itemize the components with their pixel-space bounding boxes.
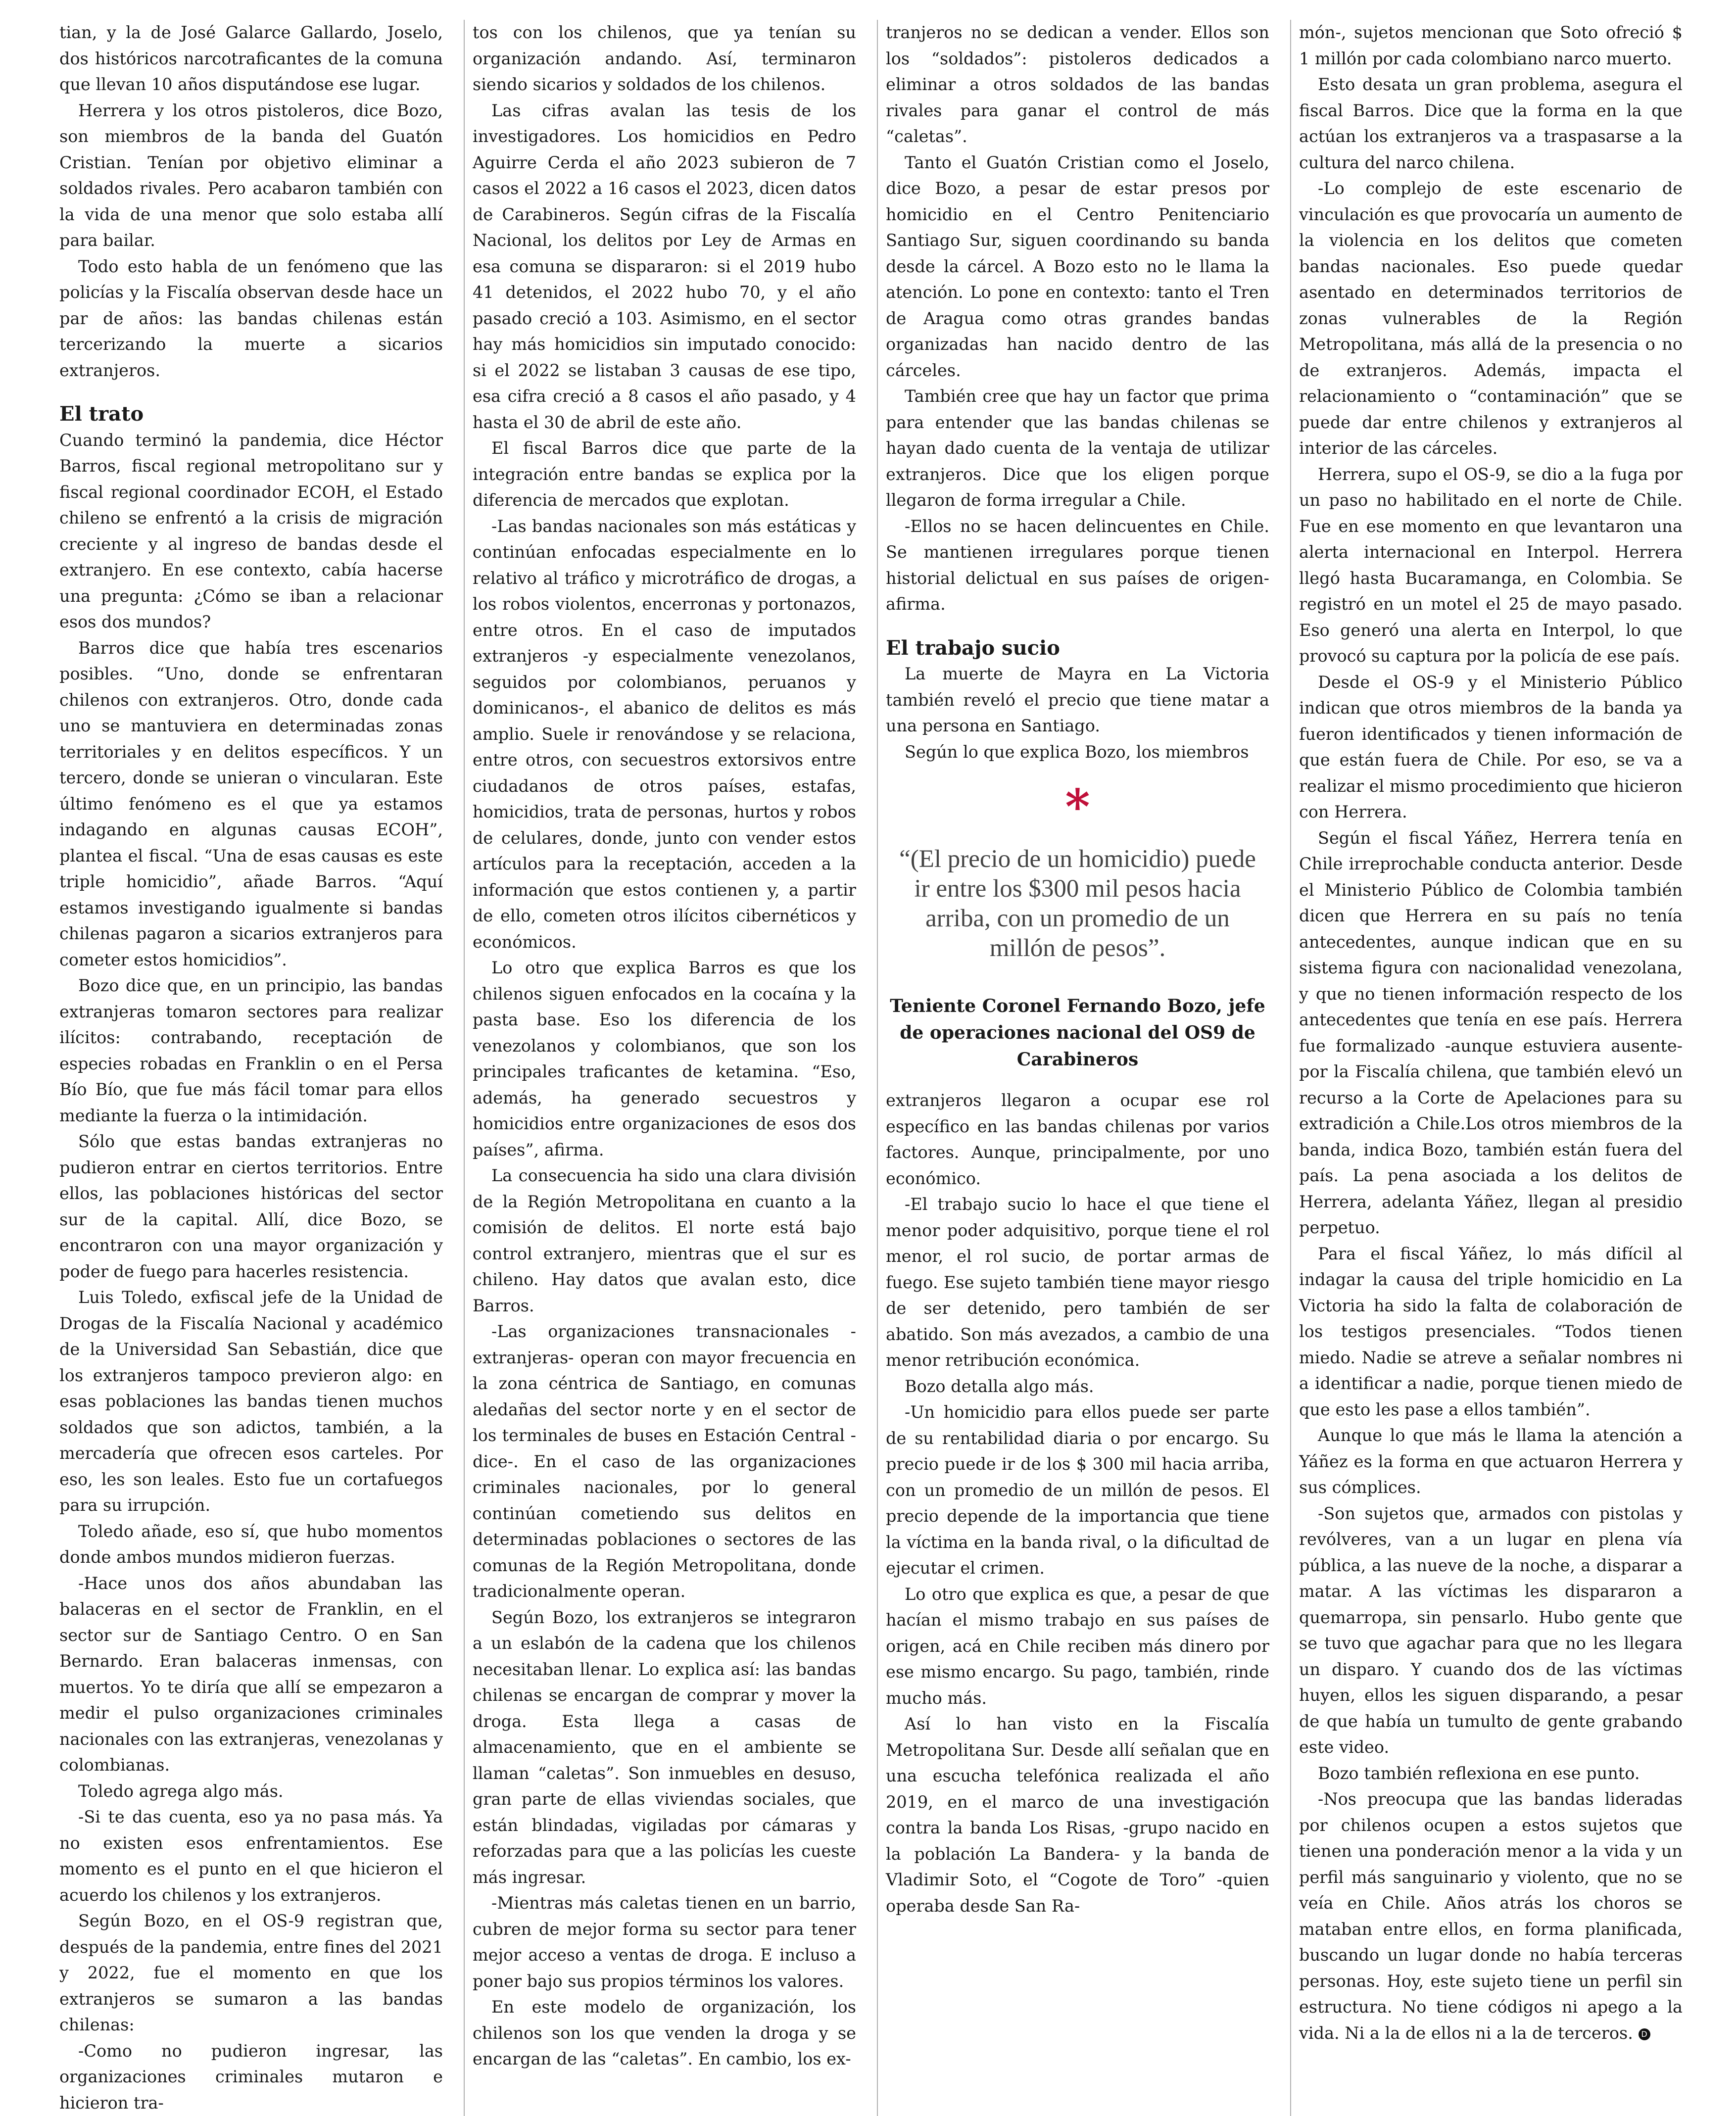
asterisk-icon: * [886, 785, 1269, 829]
paragraph: -El trabajo sucio lo hace el que tiene el menor poder adquisitivo, porque tiene el rol menor, el rol sucio, de portar armas de fuego. Ese sujeto también tiene mayor riesgo de ser detenido, pero también de ser abatido. Son más avezados, a cambio de una menor retribución económica. [886, 1192, 1269, 1374]
paragraph: -Hace unos dos años abundaban las balaceras en el sector de Franklin, en el sector sur de Santiago Centro. O en San Bernardo. Eran balaceras inmensas, con muertos. Yo te diría que allí se empezaron a medir el pulso organizaciones criminales nacionales con las extranjeras, venezolanas y colombianas. [59, 1571, 443, 1779]
paragraph-text: -Nos preocupa que las bandas lideradas por chilenos ocupen a estos sujetos que tienen una ponderación menor a la vida y un perfil más sanguinario y violento, que no se veía en Chile. Años atrás los choros se mataban entre ellos, en forma planificada, buscando un lugar donde no había terceras personas. Hoy, este sujeto tiene un perfil sin estructura. No tiene códigos ni apego a la vida. Ni a la de ellos ni a la de terceros. [1299, 1789, 1683, 2043]
paragraph: extranjeros llegaron a ocupar ese rol específico en las bandas chilenas por varios factores. Aunque, principalmente, por uno económico. [886, 1088, 1269, 1192]
paragraph: tos con los chilenos, que ya tenían su organización andando. Así, terminaron siendo sicarios y soldados de los chilenos. [473, 20, 856, 98]
paragraph: Desde el OS-9 y el Ministerio Público indican que otros miembros de la banda ya fueron identificados y tienen información de que están fuera de Chile. Por eso, se va a realizar el mismo procedimiento que hicieron con Herrera. [1299, 670, 1683, 825]
paragraph: La consecuencia ha sido una clara división de la Región Metropolitana en cuanto a la comisión de delitos. El norte está bajo control extranjero, mientras que el sur es chileno. Hay datos que avalan esto, dice Barros. [473, 1163, 856, 1319]
paragraph: -Un homicidio para ellos puede ser parte de su rentabilidad diaria o por encargo. Su precio puede ir de los $ 300 mil hacia arriba, con un promedio de un millón de pesos. El precio depende de la importancia que tiene la víctima en la banda rival, o la dificultad de ejecutar el crimen. [886, 1399, 1269, 1582]
paragraph: Herrera y los otros pistoleros, dice Bozo, son miembros de la banda del Guatón Cristian. Tenían por objetivo eliminar a soldados rivales. Pero acabaron también con la vida de una menor que solo estaba allí para bailar. [59, 98, 443, 254]
paragraph: Bozo también reflexiona en ese punto. [1299, 1761, 1683, 1787]
pull-quote [886, 785, 1269, 1073]
paragraph: -Las bandas nacionales son más estáticas y continúan enfocadas especialmente en lo relativo al tráfico y microtráfico de drogas, a los robos violentos, encerronas y portonazos, entre otros. En el caso de imputados extranjeros -y especialmente venezolanos, seguidos por colombianos, peruanos y dominicanos-, el abanico de delitos es más amplio. Suele ir renovándose y se relaciona, entre otros, con secuestros extorsivos entre ciudadanos de otros países, estafas, homicidios, trata de personas, hurtos y robos de celulares, donde, junto con vender estos artículos para la receptación, acceden a la información que estos contienen y, a partir de ello, cometen otros ilícitos cibernéticos y económicos. [473, 514, 856, 956]
pull-quote-attribution: Teniente Coronel Fernando Bozo, jefe de operaciones nacional del OS9 de Carabineros [886, 993, 1269, 1073]
pull-quote-text: “(El precio de un homicidio) puede ir entre los $300 mil pesos hacia arriba, con un promedio de un millón de pesos”. [896, 844, 1259, 963]
paragraph: Toledo agrega algo más. [59, 1779, 443, 1805]
paragraph: Lo otro que explica Barros es que los chilenos siguen enfocados en la cocaína y la pasta base. Eso los diferencia de los venezolanos y colombianos, que son los principales traficantes de ketamina. “Eso, además, ha generado secuestros y homicidios entre organizaciones de esos dos países”, afirma. [473, 955, 856, 1163]
paragraph: Sólo que estas bandas extranjeras no pudieron entrar en ciertos territorios. Entre ellos, las poblaciones históricas del sector sur de la capital. Allí, dice Bozo, se encontraron con una mayor organización y poder de fuego para hacerles resistencia. [59, 1129, 443, 1285]
paragraph: Herrera, supo el OS-9, se dio a la fuga por un paso no habilitado en el norte de Chile. Fue en ese momento en que levantaron una alerta internacional en Interpol. Herrera llegó hasta Bucaramanga, en Colombia. Se registró en un motel el 25 de mayo pasado. Eso generó una alerta en Interpol, lo que provocó su captura por la policía de ese país. [1299, 462, 1683, 670]
column-1 [59, 20, 443, 2116]
paragraph: Todo esto habla de un fenómeno que las policías y la Fiscalía observan desde hace un par de años: las bandas chilenas están tercerizando la muerte a sicarios extranjeros. [59, 254, 443, 384]
paragraph: tranjeros no se dedican a vender. Ellos son los “soldados”: pistoleros dedicados a eliminar a otros soldados de las bandas rivales para ganar el control de más “caletas”. [886, 20, 1269, 150]
paragraph: Cuando terminó la pandemia, dice Héctor Barros, fiscal regional metropolitano sur y fiscal regional coordinador ECOH, el Estado chileno se enfrentó a la crisis de migración creciente y al ingreso de bandas desde el extranjero. En ese contexto, cabía hacerse una pregunta: ¿Cómo se iban a relacionar esos dos mundos? [59, 428, 443, 635]
paragraph: Bozo dice que, en un principio, las bandas extranjeras tomaron sectores para realizar ilícitos: contrabando, receptación de especies robadas en Franklin o en el Persa Bío Bío, que fue más fácil tomar para ellos mediante la fuerza o la intimidación. [59, 973, 443, 1129]
column-2 [464, 20, 856, 2116]
paragraph: -Mientras más caletas tienen en un barrio, cubren de mejor forma su sector para tener mejor acceso a ventas de droga. E incluso a poner bajo sus propios términos los valores. [473, 1890, 856, 1994]
paragraph: Esto desata un gran problema, asegura el fiscal Barros. Dice que la forma en la que actúan los extranjeros va a traspasarse a la cultura del narco chilena. [1299, 72, 1683, 176]
section-heading: El trato [59, 401, 443, 428]
paragraph: -Como no pudieron ingresar, las organizaciones criminales mutaron e hicieron tra- [59, 2038, 443, 2116]
paragraph: -Lo complejo de este escenario de vinculación es que provocaría un aumento de la violencia en los delitos que cometen bandas nacionales. Eso puede quedar asentado en determinados territorios de zonas vulnerables de la Región Metropolitana, más allá de la presencia o no de extranjeros. Además, impacta el relacionamiento o “contaminación” que se puede dar entre chilenos y extranjeros al interior de las cárceles. [1299, 176, 1683, 462]
paragraph: -Ellos no se hacen delincuentes en Chile. Se mantienen irregulares porque tienen historial delictual en sus países de origen- afirma. [886, 514, 1269, 618]
paragraph: -Si te das cuenta, eso ya no pasa más. Ya no existen esos enfrentamientos. Ese momento es el punto en el que hicieron el acuerdo los chilenos y los extranjeros. [59, 1804, 443, 1908]
paragraph: Las cifras avalan las tesis de los investigadores. Los homicidios en Pedro Aguirre Cerda el año 2023 subieron de 7 casos el 2022 a 16 casos el 2023, dicen datos de Carabineros. Según cifras de la Fiscalía Nacional, los delitos por Ley de Armas en esa comuna se dispararon: si el 2019 hubo 41 detenidos, el 2022 hubo 70, y el año pasado creció a 103. Asimismo, en el sector hay más homicidios sin imputado conocido: si el 2022 se listaban 3 causas de ese tipo, esa cifra creció a 8 casos el año pasado, y 4 hasta el 30 de abril de este año. [473, 98, 856, 436]
paragraph: Según el fiscal Yáñez, Herrera tenía en Chile irreprochable conducta anterior. Desde el Ministerio Público de Colombia también dicen que Herrera en su país no tenía antecedentes, aunque indican que en su sistema figura con nacionalidad venezolana, y que no tienen información respecto de los antecedentes que tenía en ese país. Herrera fue formalizado -aunque estuviera ausente- por la Fiscalía chilena, que también elevó un recurso a la Corte de Apelaciones para su extradición a Chile.Los otros miembros de la banda, indica Bozo, también están fuera del país. La pena asociada a los delitos de Herrera, adelanta Yáñez, llegan al presidio perpetuo. [1299, 825, 1683, 1241]
paragraph: -Son sujetos que, armados con pistolas y revólveres, van a un lugar en plena vía pública, a las nueve de la noche, a disparar a matar. A las víctimas les dispararon a quemarropa, sin pensarlo. Hubo gente que se tuvo que agachar para que no les llegara un disparo. Y cuando dos de las víctimas huyen, ellos les siguen disparando, a pesar de que había un tumulto de gente grabando este video. [1299, 1501, 1683, 1761]
paragraph: El fiscal Barros dice que parte de la integración entre bandas se explica por la diferencia de mercados que explotan. [473, 435, 856, 514]
paragraph: La muerte de Mayra en La Victoria también reveló el precio que tiene matar a una persona en Santiago. [886, 661, 1269, 739]
column-3 [877, 20, 1269, 2116]
paragraph: món-, sujetos mencionan que Soto ofreció $ 1 millón por cada colombiano narco muerto. [1299, 20, 1683, 72]
paragraph: Bozo detalla algo más. [886, 1374, 1269, 1400]
section-heading: El trabajo sucio [886, 635, 1269, 662]
paragraph: En este modelo de organización, los chilenos son los que venden la droga y se encargan de las “caletas”. En cambio, los ex- [473, 1994, 856, 2072]
paragraph: Aunque lo que más le llama la atención a Yáñez es la forma en que actuaron Herrera y sus cómplices. [1299, 1423, 1683, 1501]
end-of-article-icon: D [1639, 2028, 1650, 2040]
paragraph: Barros dice que había tres escenarios posibles. “Uno, donde se enfrentaran chilenos con extranjeros. Otro, donde cada uno se mantuviera en determinadas zonas territoriales y en delitos específicos. Y un tercero, donde se unieran o vincularan. Este último fenómeno es el que ya estamos indagando en algunas causas ECOH”, plantea el fiscal. “Una de esas causas es este triple homicidio”, añade Barros. “Aquí estamos investigando igualmente si bandas chilenas pagaron a sicarios extranjeros para cometer estos homicidios”. [59, 635, 443, 973]
paragraph: Según lo que explica Bozo, los miembros [886, 739, 1269, 766]
paragraph: Lo otro que explica es que, a pesar de que hacían el mismo trabajo en sus países de origen, acá en Chile reciben más dinero por ese mismo encargo. Su pago, también, rinde mucho más. [886, 1582, 1269, 1712]
article-body [59, 20, 1683, 2029]
paragraph: -Las organizaciones transnacionales -extranjeras- operan con mayor frecuencia en la zona céntrica de Santiago, en comunas aledañas del sector norte y en el sector de los terminales de buses en Estación Central -dice-. En el caso de las organizaciones criminales nacionales, por lo general continúan cometiendo sus delitos en determinadas poblaciones o sectores de las comunas de la Región Metropolitana, donde tradicionalmente operan. [473, 1319, 856, 1605]
paragraph: También cree que hay un factor que prima para entender que las bandas chilenas se hayan dado cuenta de la ventaja de utilizar extranjeros. Dice que los eligen porque llegaron de forma irregular a Chile. [886, 384, 1269, 514]
paragraph: Según Bozo, los extranjeros se integraron a un eslabón de la cadena que los chilenos necesitaban llenar. Lo explica así: las bandas chilenas se encargan de comprar y mover la droga. Esta llega a casas de almacenamiento, que en el ambiente se llaman “caletas”. Son inmuebles en desuso, gran parte de ellas viviendas sociales, que están blindadas, vigiladas por cámaras y reforzadas para que a las policías les cueste más ingresar. [473, 1605, 856, 1891]
paragraph: Toledo añade, eso sí, que hubo momentos donde ambos mundos midieron fuerzas. [59, 1519, 443, 1571]
paragraph: Luis Toledo, exfiscal jefe de la Unidad de Drogas de la Fiscalía Nacional y académico de la Universidad San Sebastián, dice que los extranjeros tampoco previeron algo: en esas poblaciones las bandas tienen muchos soldados que son adictos, también, a la mercadería que ofrecen esos carteles. Por eso, les son leales. Esto fue un cortafuegos para su irrupción. [59, 1285, 443, 1519]
paragraph: Tanto el Guatón Cristian como el Joselo, dice Bozo, a pesar de estar presos por homicidio en el Centro Penitenciario Santiago Sur, siguen coordinando su banda desde la cárcel. A Bozo esto no le llama la atención. Lo pone en contexto: tanto el Tren de Aragua como otras grandes bandas organizadas han nacido dentro de las cárceles. [886, 150, 1269, 384]
paragraph: Según Bozo, en el OS-9 registran que, después de la pandemia, entre fines del 2021 y 2022, fue el momento en que los extranjeros se sumaron a las bandas chilenas: [59, 1908, 443, 2038]
paragraph: tian, y la de José Galarce Gallardo, Joselo, dos históricos narcotraficantes de la comuna que llevan 10 años disputándose ese lugar. [59, 20, 443, 98]
column-4 [1290, 20, 1683, 2116]
paragraph: Para el fiscal Yáñez, lo más difícil al indagar la causa del triple homicidio en La Victoria ha sido la falta de colaboración de los testigos presenciales. “Todos tienen miedo. Nadie se atreve a señalar nombres ni a identificar a nadie, porque tienen miedo de que esto les pase a ellos también”. [1299, 1241, 1683, 1423]
paragraph [1299, 1786, 1683, 2046]
paragraph: Así lo han visto en la Fiscalía Metropolitana Sur. Desde allí señalan que en una escucha telefónica realizada el año 2019, en el marco de una investigación contra la banda Los Risas, -grupo nacido en la población La Bandera- y la banda de Vladimir Soto, el “Cogote de Toro” -quien operaba desde San Ra- [886, 1711, 1269, 1919]
